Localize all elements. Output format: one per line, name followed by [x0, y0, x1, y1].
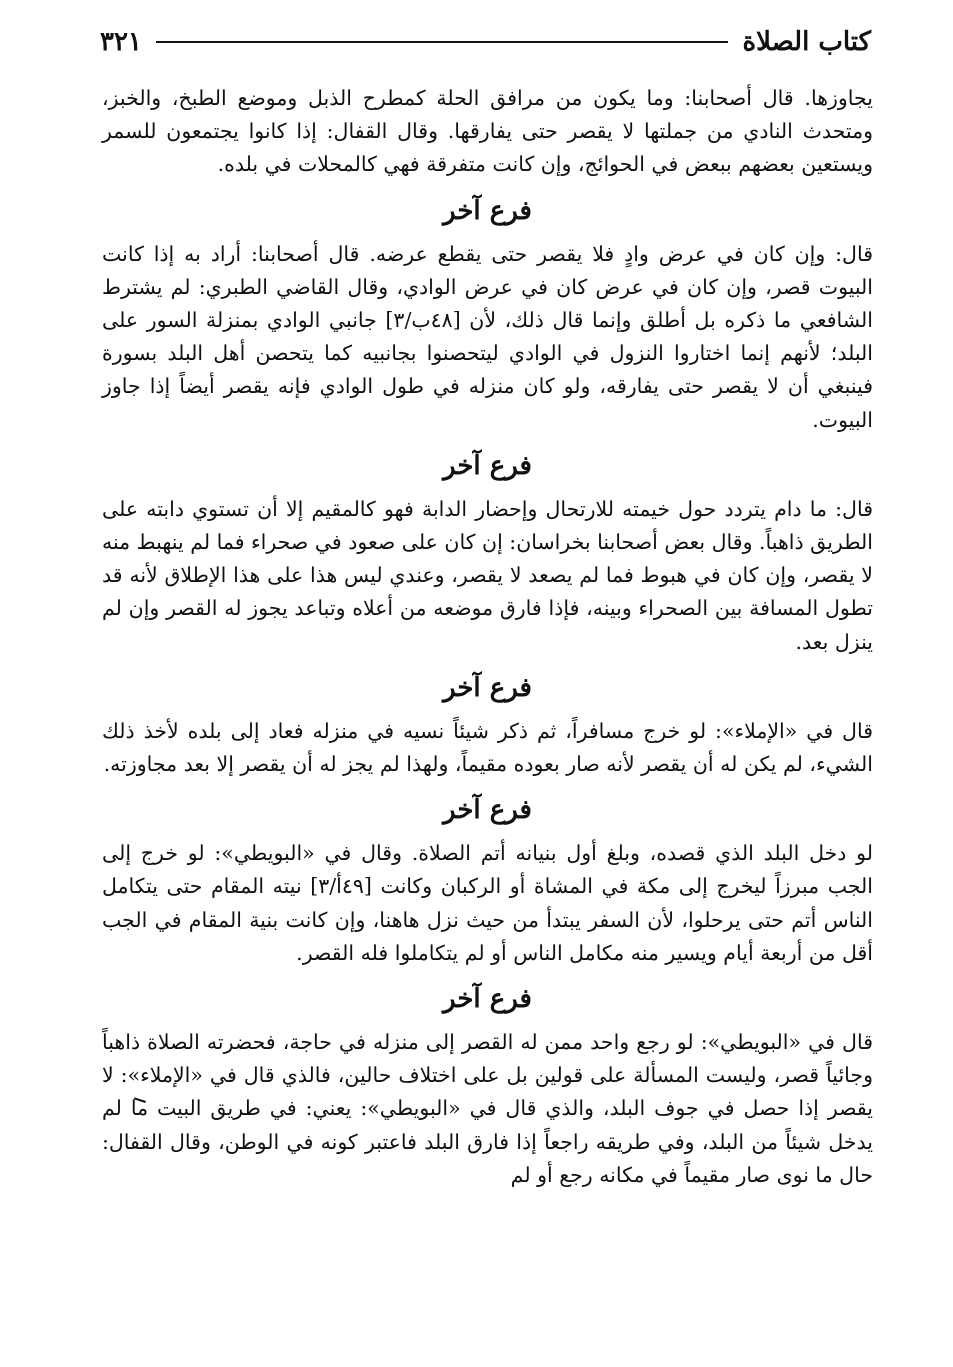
page-number: ٣٢١: [100, 27, 142, 57]
page-header: [100, 22, 871, 62]
section-heading: فرع آخر: [443, 672, 532, 703]
section-heading: فرع آخر: [443, 195, 532, 226]
section-heading: فرع آخر: [443, 450, 532, 481]
section-paragraph: لو دخل البلد الذي قصده، وبلغ أول بنيانه أتم الصلاة. وقال في «البويطي»: لو خرج إلى الجب مبرزاً ليخرج إلى مكة في المشاة أو الركبان وكانت [٤٩أ/٣] نيته المقام حتى يتكامل الناس أتم حتى يرحلوا، لأن السفر يبتدأ من حيث نزل هاهنا، وإن كانت بنية المقام في الجب أقل من أربعة أيام ويسير منه مكامل الناس أو لم يتكاملوا فله القصر.: [102, 841, 873, 965]
header-rule: [156, 41, 729, 43]
intro-paragraph: يجاوزها. قال أصحابنا: وما يكون من مرافق الحلة كمطرح الذبل وموضع الطبخ، والخبز، ومتحدث النادي من جملتها لا يقصر حتى يفارقها. وقال القفال: إذا كانوا يجتمعون للسمر ويستعين بعضهم ببعض في الحوائج، وإن كانت متفرقة فهي كالمحلات في بلده.: [102, 86, 873, 177]
section-1: [102, 194, 873, 437]
section-3: [102, 671, 873, 781]
section-heading: فرع آخر: [443, 984, 532, 1015]
section-paragraph: قال في «البويطي»: لو رجع واحد ممن له القصر إلى منزله في حاجة، فحضرته الصلاة ذاهباً وجائياً قصر، وليست المسألة على قولين بل على اختلاف حالين، فالذي قال في «الإملاء»: لا يقصر إذا حصل في جوف البلد، والذي قال في «البويطي»: يعني: في طريق البيت ما لم يدخل شيئاً من البلد، وفي طريقه راجعاً إذا فارق البلد فاعتبر كونه في الوطن، وقال القفال: حال ما نوى صار مقيماً في مكانه رجع أو لم: [102, 1030, 873, 1187]
section-heading: فرع آخر: [443, 795, 532, 826]
section-paragraph: قال: ما دام يتردد حول خيمته للارتحال وإحضار الدابة فهو كالمقيم إلا أن تستوي دابته على الطريق ذاهباً. وقال بعض أصحابنا بخراسان: إن كان على صعود في صحراء فما لم ينهبط منه لا يقصر، وإن كان في هبوط فما لم يصعد لا يقصر، وعندي ليس هذا على هذا الإطلاق لأنه قد تطول المسافة بين الصحراء وبينه، فإذا فارق موضعه من أعلاه وتباعد يجوز له القصر وإن لم ينزل بعد.: [102, 496, 873, 654]
section-2: [102, 449, 873, 659]
section-paragraph: قال في «الإملاء»: لو خرج مسافراً، ثم ذكر شيئاً نسيه في منزله فعاد إلى بلده لأخذ ذلك الشيء، لم يكن له أن يقصر لأنه صار بعوده مقيماً، ولهذا لم يجز له أن يقصر إلا بعد مجاوزته.: [102, 718, 873, 777]
section-4: [102, 793, 873, 970]
page-body: [102, 82, 873, 1192]
running-title: كتاب الصلاة: [742, 27, 871, 57]
section-paragraph: قال: وإن كان في عرض وادٍ فلا يقصر حتى يقطع عرضه. قال أصحابنا: أراد به إذا كانت البيوت قصر، وإن كان في عرض كان في عرض الوادي، وقال القاضي الطبري: لم يشترط الشافعي ما ذكره بل أطلق وإنما قال ذلك، لأن [٤٨ب/٣] جانبي الوادي بمنزلة السور على البلد؛ لأنهم إنما اختاروا النزول في الوادي ليتحصنوا بجانبيه كما يتحصن أهل البلد بسورة فينبغي أن لا يقصر حتى يفارقه، ولو كان منزله في طول الوادي فإنه يقصر أيضاً إذا جاوز البيوت.: [102, 241, 873, 432]
section-5: [102, 982, 873, 1192]
